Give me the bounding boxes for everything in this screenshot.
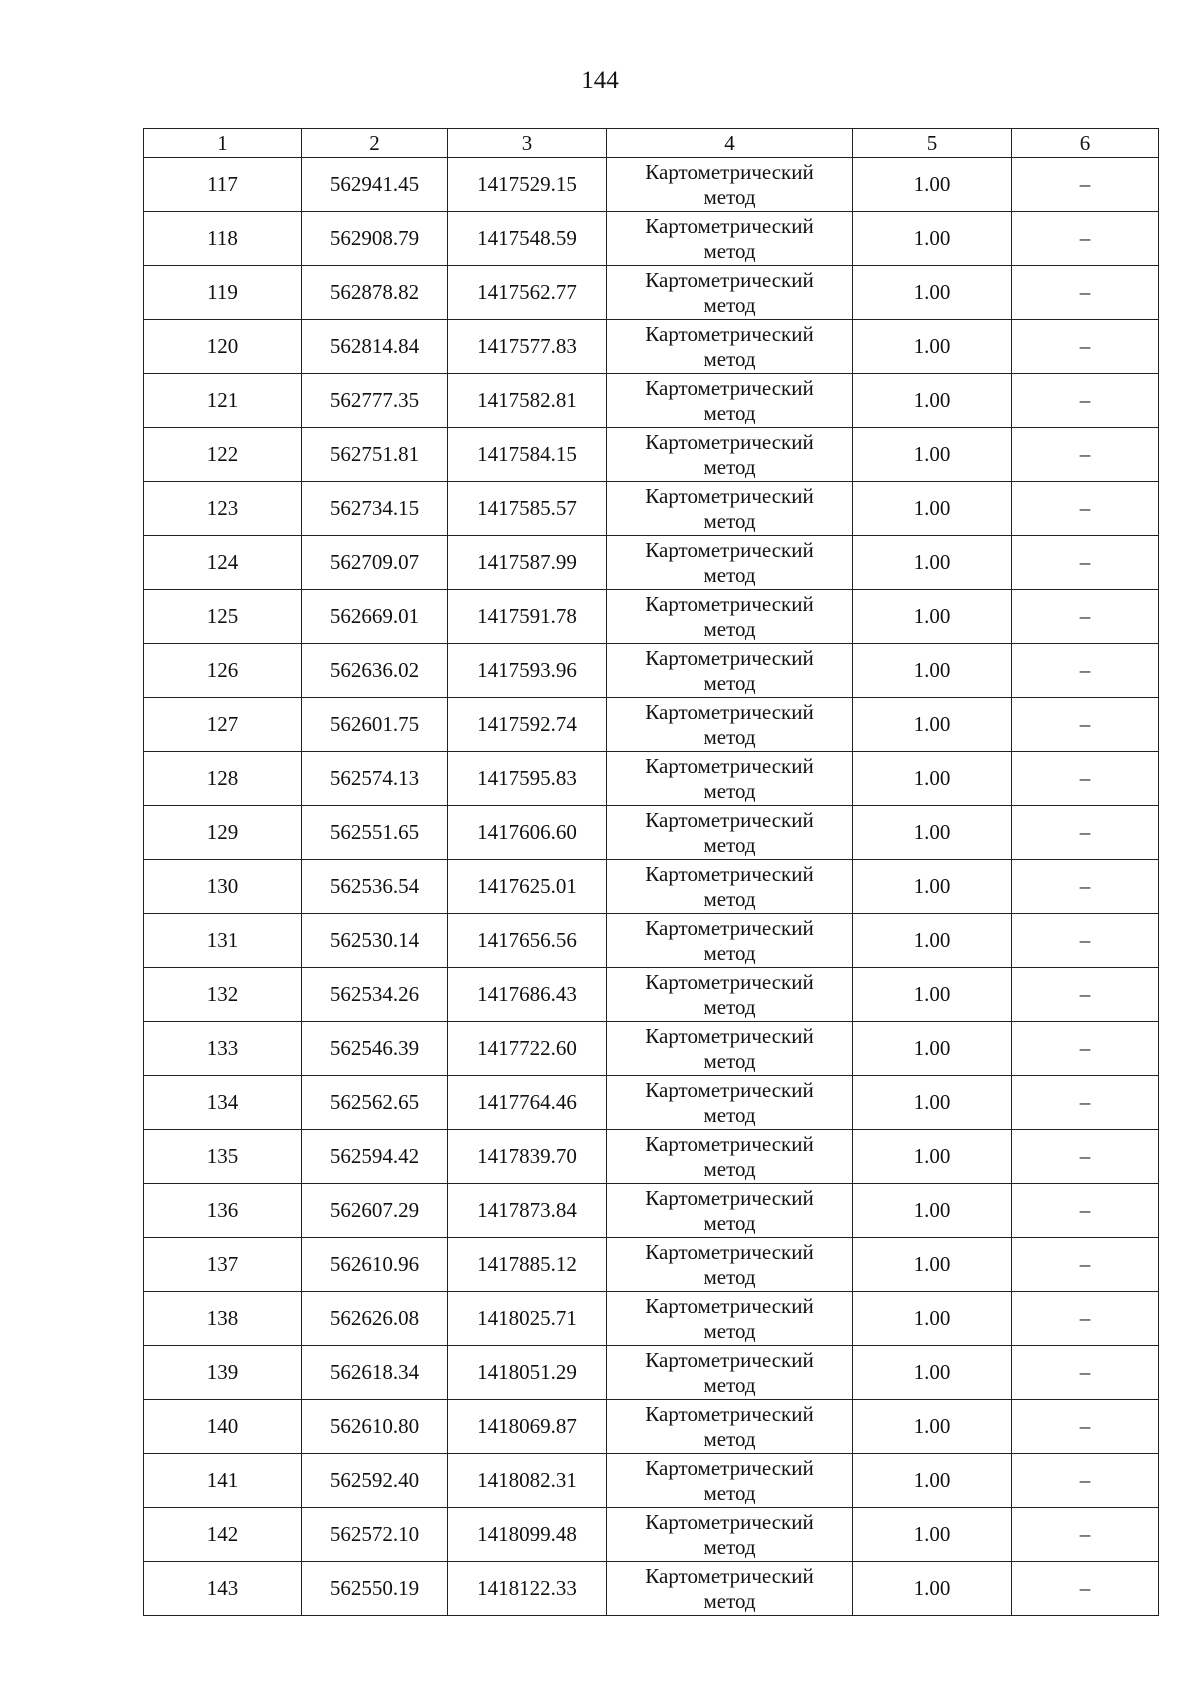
y-coordinate-cell: 1417587.99 bbox=[448, 536, 607, 590]
error-cell: 1.00 bbox=[853, 644, 1012, 698]
table-row bbox=[144, 1346, 1159, 1400]
x-coordinate-cell: 562636.02 bbox=[302, 644, 448, 698]
method-cell bbox=[607, 428, 853, 482]
method-cell bbox=[607, 860, 853, 914]
method-cell bbox=[607, 1130, 853, 1184]
point-number-cell: 117 bbox=[144, 158, 302, 212]
method-line-2: метод bbox=[703, 1210, 756, 1235]
x-coordinate-cell: 562574.13 bbox=[302, 752, 448, 806]
method-line-2: метод bbox=[703, 1588, 756, 1613]
x-coordinate-cell: 562550.19 bbox=[302, 1562, 448, 1616]
x-coordinate-cell: 562562.65 bbox=[302, 1076, 448, 1130]
method-line-1: Картометрический bbox=[645, 1131, 814, 1156]
method-line-2: метод bbox=[703, 886, 756, 911]
method-line-1: Картометрический bbox=[645, 1239, 814, 1264]
table-row bbox=[144, 590, 1159, 644]
note-cell: – bbox=[1012, 1130, 1159, 1184]
method-cell bbox=[607, 914, 853, 968]
point-number-cell: 120 bbox=[144, 320, 302, 374]
y-coordinate-cell: 1417686.43 bbox=[448, 968, 607, 1022]
method-line-1: Картометрический bbox=[645, 1293, 814, 1318]
error-cell: 1.00 bbox=[853, 536, 1012, 590]
x-coordinate-cell: 562618.34 bbox=[302, 1346, 448, 1400]
table-row bbox=[144, 1292, 1159, 1346]
method-cell bbox=[607, 374, 853, 428]
method-line-1: Картометрический bbox=[645, 1455, 814, 1480]
error-cell: 1.00 bbox=[853, 806, 1012, 860]
error-cell: 1.00 bbox=[853, 1076, 1012, 1130]
y-coordinate-cell: 1418099.48 bbox=[448, 1508, 607, 1562]
note-cell: – bbox=[1012, 428, 1159, 482]
method-line-1: Картометрический bbox=[645, 1185, 814, 1210]
coordinates-table bbox=[143, 128, 1159, 1616]
error-cell: 1.00 bbox=[853, 212, 1012, 266]
note-cell: – bbox=[1012, 266, 1159, 320]
point-number-cell: 131 bbox=[144, 914, 302, 968]
note-cell: – bbox=[1012, 1238, 1159, 1292]
method-line-1: Картометрический bbox=[645, 375, 814, 400]
method-line-1: Картометрический bbox=[645, 807, 814, 832]
x-coordinate-cell: 562594.42 bbox=[302, 1130, 448, 1184]
point-number-cell: 135 bbox=[144, 1130, 302, 1184]
method-cell bbox=[607, 752, 853, 806]
table-row bbox=[144, 698, 1159, 752]
table-row bbox=[144, 320, 1159, 374]
method-line-2: метод bbox=[703, 508, 756, 533]
error-cell: 1.00 bbox=[853, 698, 1012, 752]
method-line-1: Картометрический bbox=[645, 159, 814, 184]
error-cell: 1.00 bbox=[853, 1454, 1012, 1508]
method-cell bbox=[607, 968, 853, 1022]
y-coordinate-cell: 1417529.15 bbox=[448, 158, 607, 212]
method-line-2: метод bbox=[703, 670, 756, 695]
note-cell: – bbox=[1012, 1508, 1159, 1562]
method-line-1: Картометрический bbox=[645, 915, 814, 940]
method-cell bbox=[607, 644, 853, 698]
point-number-cell: 119 bbox=[144, 266, 302, 320]
y-coordinate-cell: 1417585.57 bbox=[448, 482, 607, 536]
point-number-cell: 137 bbox=[144, 1238, 302, 1292]
note-cell: – bbox=[1012, 698, 1159, 752]
x-coordinate-cell: 562878.82 bbox=[302, 266, 448, 320]
error-cell: 1.00 bbox=[853, 752, 1012, 806]
note-cell: – bbox=[1012, 158, 1159, 212]
method-line-2: метод bbox=[703, 184, 756, 209]
y-coordinate-cell: 1417548.59 bbox=[448, 212, 607, 266]
point-number-cell: 141 bbox=[144, 1454, 302, 1508]
method-cell bbox=[607, 1238, 853, 1292]
method-line-1: Картометрический bbox=[645, 591, 814, 616]
x-coordinate-cell: 562908.79 bbox=[302, 212, 448, 266]
table-row bbox=[144, 1022, 1159, 1076]
column-header: 5 bbox=[853, 129, 1012, 158]
method-line-1: Картометрический bbox=[645, 483, 814, 508]
table-row bbox=[144, 266, 1159, 320]
y-coordinate-cell: 1417722.60 bbox=[448, 1022, 607, 1076]
method-line-2: метод bbox=[703, 1372, 756, 1397]
table-row bbox=[144, 1238, 1159, 1292]
method-cell bbox=[607, 212, 853, 266]
point-number-cell: 140 bbox=[144, 1400, 302, 1454]
note-cell: – bbox=[1012, 536, 1159, 590]
point-number-cell: 122 bbox=[144, 428, 302, 482]
method-cell bbox=[607, 1292, 853, 1346]
note-cell: – bbox=[1012, 752, 1159, 806]
x-coordinate-cell: 562551.65 bbox=[302, 806, 448, 860]
method-line-2: метод bbox=[703, 292, 756, 317]
table-row bbox=[144, 158, 1159, 212]
method-line-2: метод bbox=[703, 724, 756, 749]
y-coordinate-cell: 1417591.78 bbox=[448, 590, 607, 644]
method-cell bbox=[607, 1346, 853, 1400]
method-line-2: метод bbox=[703, 1048, 756, 1073]
method-line-1: Картометрический bbox=[645, 1347, 814, 1372]
error-cell: 1.00 bbox=[853, 1508, 1012, 1562]
note-cell: – bbox=[1012, 1454, 1159, 1508]
note-cell: – bbox=[1012, 482, 1159, 536]
method-line-1: Картометрический bbox=[645, 321, 814, 346]
y-coordinate-cell: 1418051.29 bbox=[448, 1346, 607, 1400]
error-cell: 1.00 bbox=[853, 266, 1012, 320]
method-line-2: метод bbox=[703, 1156, 756, 1181]
column-header: 2 bbox=[302, 129, 448, 158]
page-number: 144 bbox=[581, 67, 619, 94]
table-row bbox=[144, 374, 1159, 428]
note-cell: – bbox=[1012, 590, 1159, 644]
table-row bbox=[144, 806, 1159, 860]
y-coordinate-cell: 1417595.83 bbox=[448, 752, 607, 806]
error-cell: 1.00 bbox=[853, 482, 1012, 536]
note-cell: – bbox=[1012, 1292, 1159, 1346]
table-row bbox=[144, 968, 1159, 1022]
method-cell bbox=[607, 1076, 853, 1130]
method-line-2: метод bbox=[703, 400, 756, 425]
method-line-1: Картометрический bbox=[645, 1563, 814, 1588]
error-cell: 1.00 bbox=[853, 1022, 1012, 1076]
method-cell bbox=[607, 1184, 853, 1238]
y-coordinate-cell: 1417606.60 bbox=[448, 806, 607, 860]
point-number-cell: 132 bbox=[144, 968, 302, 1022]
note-cell: – bbox=[1012, 1184, 1159, 1238]
method-line-1: Картометрический bbox=[645, 861, 814, 886]
table-row bbox=[144, 428, 1159, 482]
error-cell: 1.00 bbox=[853, 860, 1012, 914]
method-cell bbox=[607, 536, 853, 590]
method-line-1: Картометрический bbox=[645, 429, 814, 454]
y-coordinate-cell: 1417839.70 bbox=[448, 1130, 607, 1184]
error-cell: 1.00 bbox=[853, 428, 1012, 482]
error-cell: 1.00 bbox=[853, 1400, 1012, 1454]
point-number-cell: 142 bbox=[144, 1508, 302, 1562]
error-cell: 1.00 bbox=[853, 320, 1012, 374]
column-header: 4 bbox=[607, 129, 853, 158]
note-cell: – bbox=[1012, 212, 1159, 266]
point-number-cell: 125 bbox=[144, 590, 302, 644]
x-coordinate-cell: 562592.40 bbox=[302, 1454, 448, 1508]
point-number-cell: 143 bbox=[144, 1562, 302, 1616]
method-line-1: Картометрический bbox=[645, 1401, 814, 1426]
method-line-1: Картометрический bbox=[645, 753, 814, 778]
error-cell: 1.00 bbox=[853, 374, 1012, 428]
y-coordinate-cell: 1417656.56 bbox=[448, 914, 607, 968]
point-number-cell: 124 bbox=[144, 536, 302, 590]
table-row bbox=[144, 536, 1159, 590]
error-cell: 1.00 bbox=[853, 1346, 1012, 1400]
note-cell: – bbox=[1012, 860, 1159, 914]
method-cell bbox=[607, 1508, 853, 1562]
y-coordinate-cell: 1417885.12 bbox=[448, 1238, 607, 1292]
point-number-cell: 138 bbox=[144, 1292, 302, 1346]
y-coordinate-cell: 1418082.31 bbox=[448, 1454, 607, 1508]
table-row bbox=[144, 1076, 1159, 1130]
method-line-2: метод bbox=[703, 1426, 756, 1451]
method-cell bbox=[607, 320, 853, 374]
note-cell: – bbox=[1012, 968, 1159, 1022]
error-cell: 1.00 bbox=[853, 1184, 1012, 1238]
y-coordinate-cell: 1417764.46 bbox=[448, 1076, 607, 1130]
method-line-2: метод bbox=[703, 1534, 756, 1559]
x-coordinate-cell: 562534.26 bbox=[302, 968, 448, 1022]
method-line-2: метод bbox=[703, 1318, 756, 1343]
x-coordinate-cell: 562530.14 bbox=[302, 914, 448, 968]
method-line-2: метод bbox=[703, 238, 756, 263]
table-row bbox=[144, 1562, 1159, 1616]
x-coordinate-cell: 562572.10 bbox=[302, 1508, 448, 1562]
method-line-2: метод bbox=[703, 1102, 756, 1127]
table-body bbox=[144, 158, 1159, 1616]
x-coordinate-cell: 562610.80 bbox=[302, 1400, 448, 1454]
column-header: 3 bbox=[448, 129, 607, 158]
table-row bbox=[144, 914, 1159, 968]
method-line-2: метод bbox=[703, 778, 756, 803]
error-cell: 1.00 bbox=[853, 914, 1012, 968]
x-coordinate-cell: 562607.29 bbox=[302, 1184, 448, 1238]
y-coordinate-cell: 1417625.01 bbox=[448, 860, 607, 914]
x-coordinate-cell: 562734.15 bbox=[302, 482, 448, 536]
point-number-cell: 133 bbox=[144, 1022, 302, 1076]
table-row bbox=[144, 644, 1159, 698]
method-line-2: метод bbox=[703, 1264, 756, 1289]
method-line-2: метод bbox=[703, 940, 756, 965]
x-coordinate-cell: 562941.45 bbox=[302, 158, 448, 212]
method-line-2: метод bbox=[703, 562, 756, 587]
table-row bbox=[144, 1184, 1159, 1238]
error-cell: 1.00 bbox=[853, 590, 1012, 644]
y-coordinate-cell: 1417577.83 bbox=[448, 320, 607, 374]
method-cell bbox=[607, 482, 853, 536]
method-line-1: Картометрический bbox=[645, 1509, 814, 1534]
note-cell: – bbox=[1012, 806, 1159, 860]
table-row bbox=[144, 1130, 1159, 1184]
y-coordinate-cell: 1417593.96 bbox=[448, 644, 607, 698]
point-number-cell: 127 bbox=[144, 698, 302, 752]
method-line-1: Картометрический bbox=[645, 1077, 814, 1102]
note-cell: – bbox=[1012, 1022, 1159, 1076]
y-coordinate-cell: 1418122.33 bbox=[448, 1562, 607, 1616]
table-row bbox=[144, 1508, 1159, 1562]
y-coordinate-cell: 1417582.81 bbox=[448, 374, 607, 428]
method-line-1: Картометрический bbox=[645, 213, 814, 238]
y-coordinate-cell: 1418069.87 bbox=[448, 1400, 607, 1454]
column-header: 1 bbox=[144, 129, 302, 158]
y-coordinate-cell: 1417584.15 bbox=[448, 428, 607, 482]
method-line-1: Картометрический bbox=[645, 699, 814, 724]
method-cell bbox=[607, 266, 853, 320]
note-cell: – bbox=[1012, 320, 1159, 374]
y-coordinate-cell: 1417592.74 bbox=[448, 698, 607, 752]
y-coordinate-cell: 1417873.84 bbox=[448, 1184, 607, 1238]
table-row bbox=[144, 1400, 1159, 1454]
error-cell: 1.00 bbox=[853, 1238, 1012, 1292]
point-number-cell: 121 bbox=[144, 374, 302, 428]
x-coordinate-cell: 562777.35 bbox=[302, 374, 448, 428]
table-row bbox=[144, 860, 1159, 914]
method-cell bbox=[607, 1562, 853, 1616]
method-line-1: Картометрический bbox=[645, 537, 814, 562]
note-cell: – bbox=[1012, 644, 1159, 698]
point-number-cell: 126 bbox=[144, 644, 302, 698]
error-cell: 1.00 bbox=[853, 1130, 1012, 1184]
method-cell bbox=[607, 1454, 853, 1508]
header-row bbox=[144, 129, 1159, 158]
method-line-2: метод bbox=[703, 616, 756, 641]
note-cell: – bbox=[1012, 1346, 1159, 1400]
point-number-cell: 129 bbox=[144, 806, 302, 860]
x-coordinate-cell: 562814.84 bbox=[302, 320, 448, 374]
method-line-2: метод bbox=[703, 454, 756, 479]
method-line-1: Картометрический bbox=[645, 1023, 814, 1048]
x-coordinate-cell: 562601.75 bbox=[302, 698, 448, 752]
table-row bbox=[144, 482, 1159, 536]
point-number-cell: 134 bbox=[144, 1076, 302, 1130]
note-cell: – bbox=[1012, 914, 1159, 968]
note-cell: – bbox=[1012, 1562, 1159, 1616]
y-coordinate-cell: 1417562.77 bbox=[448, 266, 607, 320]
x-coordinate-cell: 562626.08 bbox=[302, 1292, 448, 1346]
method-cell bbox=[607, 590, 853, 644]
table-row bbox=[144, 1454, 1159, 1508]
note-cell: – bbox=[1012, 1400, 1159, 1454]
x-coordinate-cell: 562751.81 bbox=[302, 428, 448, 482]
x-coordinate-cell: 562546.39 bbox=[302, 1022, 448, 1076]
method-line-2: метод bbox=[703, 346, 756, 371]
table-row bbox=[144, 212, 1159, 266]
point-number-cell: 139 bbox=[144, 1346, 302, 1400]
x-coordinate-cell: 562610.96 bbox=[302, 1238, 448, 1292]
x-coordinate-cell: 562709.07 bbox=[302, 536, 448, 590]
y-coordinate-cell: 1418025.71 bbox=[448, 1292, 607, 1346]
method-line-2: метод bbox=[703, 832, 756, 857]
method-cell bbox=[607, 806, 853, 860]
point-number-cell: 128 bbox=[144, 752, 302, 806]
method-cell bbox=[607, 1022, 853, 1076]
method-line-1: Картометрический bbox=[645, 267, 814, 292]
method-line-2: метод bbox=[703, 1480, 756, 1505]
column-header: 6 bbox=[1012, 129, 1159, 158]
error-cell: 1.00 bbox=[853, 1562, 1012, 1616]
x-coordinate-cell: 562536.54 bbox=[302, 860, 448, 914]
error-cell: 1.00 bbox=[853, 968, 1012, 1022]
method-line-1: Картометрический bbox=[645, 645, 814, 670]
point-number-cell: 118 bbox=[144, 212, 302, 266]
error-cell: 1.00 bbox=[853, 1292, 1012, 1346]
point-number-cell: 136 bbox=[144, 1184, 302, 1238]
x-coordinate-cell: 562669.01 bbox=[302, 590, 448, 644]
point-number-cell: 130 bbox=[144, 860, 302, 914]
method-line-1: Картометрический bbox=[645, 969, 814, 994]
method-cell bbox=[607, 698, 853, 752]
note-cell: – bbox=[1012, 374, 1159, 428]
error-cell: 1.00 bbox=[853, 158, 1012, 212]
method-line-2: метод bbox=[703, 994, 756, 1019]
method-cell bbox=[607, 158, 853, 212]
method-cell bbox=[607, 1400, 853, 1454]
point-number-cell: 123 bbox=[144, 482, 302, 536]
note-cell: – bbox=[1012, 1076, 1159, 1130]
table-row bbox=[144, 752, 1159, 806]
